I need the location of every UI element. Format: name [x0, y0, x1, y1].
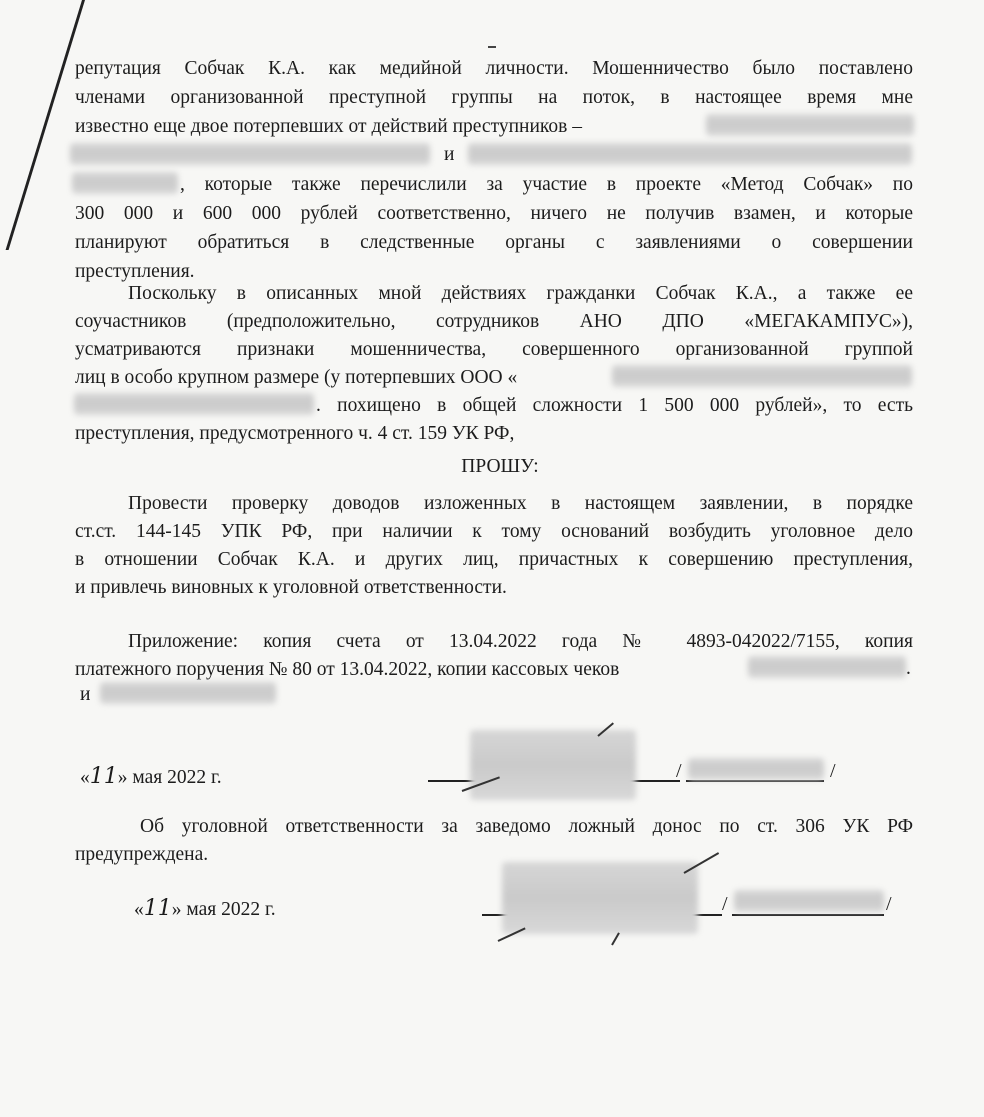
p3-line-3: в отношении Собчак К.А. и других лиц, причастных к совершению преступления,	[75, 549, 913, 570]
signature-stroke	[611, 932, 620, 945]
warning-line-2: предупреждена.	[75, 844, 209, 865]
p2-line-3: усматриваются признаки мошенничества, совершенного организованной группой	[75, 339, 913, 360]
p1-line-4-conj: и	[444, 144, 455, 165]
request-heading: ПРОШУ:	[461, 456, 539, 477]
redacted-name-sig-2	[734, 890, 884, 912]
date-1-day: 11	[89, 764, 118, 789]
p2-line-6: преступления, предусмотренного ч. 4 ст. 159 УК РФ,	[75, 423, 515, 444]
slash-1-end: /	[830, 760, 836, 782]
redacted-signature-1	[470, 730, 636, 800]
redacted-company-2	[74, 393, 314, 415]
p1-line-1: репутация Собчак К.А. как медийной личности. Мошенничество было поставлено	[75, 58, 913, 79]
p1-line-5: , которые также перечислили за участие в проекте «Метод Собчак» по	[180, 174, 913, 195]
date-2-open: «	[134, 899, 144, 920]
date-1	[80, 764, 222, 789]
p2-line-5: . похищено в общей сложности 1 500 000 рублей», то есть	[316, 395, 913, 416]
redacted-company-1	[612, 365, 912, 387]
name-line-1	[686, 780, 824, 782]
date-1-rest: » мая 2022 г.	[117, 767, 222, 788]
p2-line-4: лиц в особо крупном размере (у потерпевших ООО «	[75, 367, 518, 388]
p1-line-2: членами организованной преступной группы на поток, в настоящее время мне	[75, 87, 913, 108]
redacted-name-2	[70, 143, 430, 165]
attachment-line-2: платежного поручения № 80 от 13.04.2022, копии кассовых чеков	[75, 659, 620, 680]
p1-line-8: преступления.	[75, 261, 195, 282]
name-line-2	[732, 914, 884, 916]
margin-pen-stroke	[6, 0, 85, 250]
attachment-line-1: Приложение: копия счета от 13.04.2022 года № 4893-042022/7155, копия	[128, 631, 913, 652]
p1-line-7: планируют обратиться в следственные органы с заявлениями о совершении	[75, 232, 913, 253]
date-1-open: «	[80, 767, 90, 788]
redacted-signature-2	[502, 862, 698, 934]
warning-line-1: Об уголовной ответственности за заведомо ложный донос по ст. 306 УК РФ	[140, 816, 913, 837]
slash-2: /	[722, 893, 728, 915]
p1-line-3-text: известно еще двое потерпевших от действий преступников –	[75, 116, 582, 137]
slash-1: /	[676, 760, 682, 782]
p3-line-4: и привлечь виновных к уголовной ответственности.	[75, 577, 507, 598]
date-2-rest: » мая 2022 г.	[171, 899, 276, 920]
redacted-receipts-1	[748, 656, 906, 678]
stray-mark	[488, 46, 496, 48]
attachment-line-3: и	[80, 684, 91, 705]
redacted-receipts-2	[100, 682, 276, 704]
date-2-day: 11	[143, 896, 172, 921]
redacted-name-sig-1	[688, 758, 824, 780]
redacted-name-4	[72, 172, 178, 194]
p1-line-6: 300 000 и 600 000 рублей соответственно, ничего не получив взамен, и которые	[75, 203, 913, 224]
p3-line-1: Провести проверку доводов изложенных в настоящем заявлении, в порядке	[128, 493, 913, 514]
redacted-name-1	[706, 114, 914, 136]
slash-2-end: /	[886, 893, 892, 915]
attachment-line-2-end: .	[906, 658, 911, 679]
p2-line-2: соучастников (предположительно, сотрудников АНО ДПО «МЕГАКАМПУС»),	[75, 311, 913, 332]
p2-line-1: Поскольку в описанных мной действиях гражданки Собчак К.А., а также ее	[128, 283, 913, 304]
redacted-name-3	[468, 143, 912, 165]
date-2	[134, 896, 276, 921]
p3-line-2: ст.ст. 144-145 УПК РФ, при наличии к тому оснований возбудить уголовное дело	[75, 521, 913, 542]
